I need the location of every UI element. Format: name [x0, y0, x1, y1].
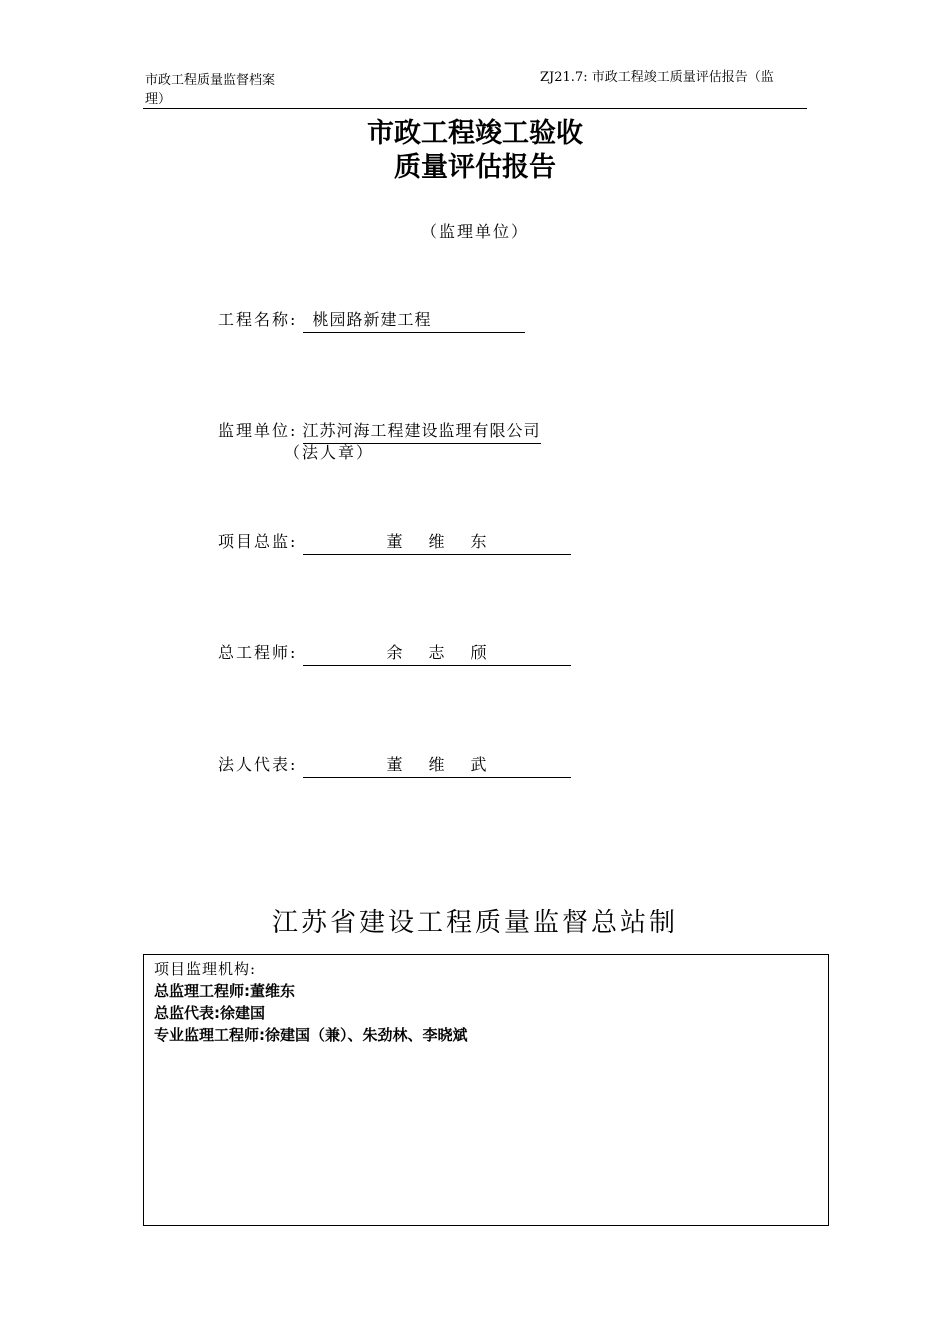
- report-title-line1: 市政工程竣工验收: [367, 118, 583, 149]
- legal-rep-value: 董维武: [303, 754, 571, 778]
- issuer-name: 江苏省建设工程质量监督总站制: [271, 908, 678, 938]
- project-name-value: 桃园路新建工程: [303, 309, 525, 333]
- report-title-line2: 质量评估报告: [394, 152, 556, 183]
- chief-supervisor-label: 项目总监:: [218, 532, 298, 551]
- chief-engineer-field: [218, 642, 571, 666]
- legal-rep-label: 法人代表:: [218, 755, 298, 774]
- header-right-line1: ZJ21.7: 市政工程竣工质量评估报告（监: [540, 70, 774, 85]
- chief-engineer-label: 总工程师:: [218, 643, 298, 662]
- supervision-unit-value: 江苏河海工程建设监理有限公司: [303, 420, 541, 444]
- header-right-line2: 理）: [145, 92, 172, 107]
- org-box-chief-supervisor: 总监理工程师:董维东: [154, 982, 295, 1000]
- supervision-unit-label: 监理单位:: [218, 421, 298, 440]
- org-box: [143, 954, 829, 1226]
- chief-supervisor-field: [218, 531, 571, 555]
- org-box-deputy: 总监代表:徐建国: [154, 1004, 265, 1022]
- org-box-heading: 项目监理机构:: [154, 960, 257, 978]
- chief-engineer-value: 余志颀: [303, 642, 571, 666]
- report-subtitle: （监理单位）: [420, 222, 529, 241]
- project-name-field: [218, 309, 525, 333]
- header-left: 市政工程质量监督档案: [145, 73, 276, 88]
- org-box-specialists: 专业监理工程师:徐建国（兼）、朱劲林、李晓斌: [154, 1026, 468, 1044]
- header-right: [540, 70, 774, 86]
- legal-rep-field: [218, 754, 571, 778]
- seal-note: （法人章）: [284, 443, 375, 462]
- supervision-unit-field: [218, 420, 541, 444]
- chief-supervisor-value: 董维东: [303, 531, 571, 555]
- header-rule: [143, 108, 807, 109]
- project-name-label: 工程名称:: [218, 310, 298, 329]
